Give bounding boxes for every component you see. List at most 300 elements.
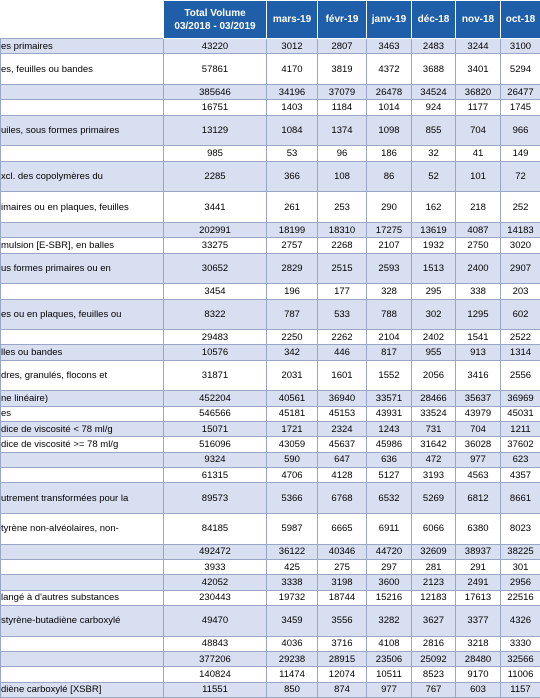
row-month-value: 1552	[367, 360, 412, 391]
row-month-value: 3244	[456, 39, 501, 54]
row-month-value: 4357	[501, 468, 540, 483]
row-month-value: 2956	[501, 575, 540, 590]
row-month-value: 34524	[412, 84, 456, 99]
row-description: mulsion [E-SBR], en balles	[1, 238, 164, 253]
row-month-value: 18744	[318, 590, 367, 605]
row-month-value: 218	[456, 192, 501, 223]
row-month-value: 425	[267, 560, 318, 575]
table-row	[1, 161, 540, 192]
row-month-value: 913	[456, 345, 501, 360]
row-month-value: 26477	[501, 84, 540, 99]
row-month-value: 8523	[412, 667, 456, 682]
row-total-volume: 140824	[164, 667, 267, 682]
row-month-value: 40561	[267, 391, 318, 406]
row-month-value: 3416	[456, 360, 501, 391]
row-description: lles ou bandes	[1, 345, 164, 360]
row-description: styrène-butadiène carboxylé	[1, 606, 164, 637]
row-month-value: 252	[501, 192, 540, 223]
month-header: nov-18	[456, 1, 501, 39]
row-month-value: 1084	[267, 115, 318, 146]
row-month-value: 28480	[456, 651, 501, 666]
row-total-volume: 2285	[164, 161, 267, 192]
row-total-volume: 452204	[164, 391, 267, 406]
month-header: janv-19	[367, 1, 412, 39]
table-row	[1, 422, 540, 437]
row-month-value: 3377	[456, 606, 501, 637]
row-month-value: 4372	[367, 54, 412, 85]
row-description: dice de viscosité >= 78 ml/g	[1, 437, 164, 452]
row-month-value: 302	[412, 299, 456, 330]
row-month-value: 2556	[501, 360, 540, 391]
row-month-value: 338	[456, 284, 501, 299]
row-total-volume: 492472	[164, 544, 267, 559]
row-month-value: 704	[456, 422, 501, 437]
row-month-value: 149	[501, 146, 540, 161]
row-month-value: 43059	[267, 437, 318, 452]
row-month-value: 2807	[318, 39, 367, 54]
row-month-value: 1932	[412, 238, 456, 253]
table-row	[1, 452, 540, 467]
row-month-value: 31642	[412, 437, 456, 452]
row-month-value: 12074	[318, 667, 367, 682]
row-month-value: 1513	[412, 253, 456, 284]
row-month-value: 6066	[412, 514, 456, 545]
row-month-value: 446	[318, 345, 367, 360]
row-month-value: 5127	[367, 468, 412, 483]
table-row	[1, 590, 540, 605]
row-month-value: 328	[367, 284, 412, 299]
row-description	[1, 284, 164, 299]
row-month-value: 36940	[318, 391, 367, 406]
row-month-value: 2123	[412, 575, 456, 590]
row-total-volume: 43220	[164, 39, 267, 54]
row-month-value: 817	[367, 345, 412, 360]
row-month-value: 4706	[267, 468, 318, 483]
row-month-value: 4563	[456, 468, 501, 483]
row-month-value: 2324	[318, 422, 367, 437]
table-body	[1, 39, 540, 698]
row-month-value: 52	[412, 161, 456, 192]
table-row	[1, 406, 540, 421]
row-total-volume: 516096	[164, 437, 267, 452]
row-month-value: 43979	[456, 406, 501, 421]
row-month-value: 1314	[501, 345, 540, 360]
row-month-value: 1374	[318, 115, 367, 146]
row-month-value: 2750	[456, 238, 501, 253]
row-description	[1, 146, 164, 161]
row-month-value: 6380	[456, 514, 501, 545]
row-month-value: 977	[367, 682, 412, 697]
row-month-value: 1184	[318, 100, 367, 115]
row-month-value: 788	[367, 299, 412, 330]
row-month-value: 1721	[267, 422, 318, 437]
row-month-value: 977	[456, 452, 501, 467]
row-month-value: 2483	[412, 39, 456, 54]
row-month-value: 34196	[267, 84, 318, 99]
row-month-value: 11474	[267, 667, 318, 682]
row-month-value: 38937	[456, 544, 501, 559]
row-month-value: 3020	[501, 238, 540, 253]
row-month-value: 41	[456, 146, 501, 161]
row-month-value: 955	[412, 345, 456, 360]
row-month-value: 162	[412, 192, 456, 223]
table-row	[1, 360, 540, 391]
row-month-value: 53	[267, 146, 318, 161]
row-month-value: 108	[318, 161, 367, 192]
row-month-value: 3688	[412, 54, 456, 85]
row-month-value: 3819	[318, 54, 367, 85]
row-total-volume: 15071	[164, 422, 267, 437]
row-description	[1, 222, 164, 237]
table-row	[1, 115, 540, 146]
table-header	[1, 1, 540, 39]
row-month-value: 37079	[318, 84, 367, 99]
row-total-volume: 33275	[164, 238, 267, 253]
row-description	[1, 667, 164, 682]
row-month-value: 196	[267, 284, 318, 299]
row-month-value: 37602	[501, 437, 540, 452]
row-month-value: 6532	[367, 483, 412, 514]
row-total-volume: 13129	[164, 115, 267, 146]
row-month-value: 2816	[412, 636, 456, 651]
row-month-value: 295	[412, 284, 456, 299]
row-month-value: 1098	[367, 115, 412, 146]
row-month-value: 1177	[456, 100, 501, 115]
row-month-value: 472	[412, 452, 456, 467]
row-month-value: 4128	[318, 468, 367, 483]
row-month-value: 704	[456, 115, 501, 146]
table-row	[1, 391, 540, 406]
row-month-value: 1014	[367, 100, 412, 115]
row-month-value: 6768	[318, 483, 367, 514]
row-description	[1, 84, 164, 99]
table-row	[1, 651, 540, 666]
row-month-value: 1295	[456, 299, 501, 330]
row-description: langé à d'autres substances	[1, 590, 164, 605]
row-month-value: 101	[456, 161, 501, 192]
row-month-value: 11006	[501, 667, 540, 682]
month-header: févr-19	[318, 1, 367, 39]
total-volume-header	[164, 1, 267, 39]
row-month-value: 4326	[501, 606, 540, 637]
row-month-value: 1403	[267, 100, 318, 115]
row-description: utrement transformées pour la	[1, 483, 164, 514]
row-month-value: 290	[367, 192, 412, 223]
row-month-value: 96	[318, 146, 367, 161]
row-month-value: 281	[412, 560, 456, 575]
row-total-volume: 89573	[164, 483, 267, 514]
table-row	[1, 560, 540, 575]
table-row	[1, 606, 540, 637]
row-month-value: 2031	[267, 360, 318, 391]
row-month-value: 6812	[456, 483, 501, 514]
row-total-volume: 3933	[164, 560, 267, 575]
row-month-value: 3338	[267, 575, 318, 590]
row-month-value: 38225	[501, 544, 540, 559]
row-month-value: 2593	[367, 253, 412, 284]
row-month-value: 45986	[367, 437, 412, 452]
row-month-value: 924	[412, 100, 456, 115]
row-total-volume: 9324	[164, 452, 267, 467]
row-month-value: 15216	[367, 590, 412, 605]
row-month-value: 3218	[456, 636, 501, 651]
row-month-value: 5269	[412, 483, 456, 514]
row-month-value: 3600	[367, 575, 412, 590]
row-total-volume: 57861	[164, 54, 267, 85]
row-description	[1, 636, 164, 651]
row-month-value: 2907	[501, 253, 540, 284]
row-total-volume: 48843	[164, 636, 267, 651]
row-month-value: 22516	[501, 590, 540, 605]
row-description: uiles, sous formes primaires	[1, 115, 164, 146]
row-month-value: 855	[412, 115, 456, 146]
row-month-value: 2262	[318, 330, 367, 345]
row-month-value: 1745	[501, 100, 540, 115]
row-month-value: 6911	[367, 514, 412, 545]
row-total-volume: 3441	[164, 192, 267, 223]
row-month-value: 3463	[367, 39, 412, 54]
row-month-value: 28915	[318, 651, 367, 666]
row-description: es ou en plaques, feuilles ou	[1, 299, 164, 330]
row-month-value: 966	[501, 115, 540, 146]
row-month-value: 17613	[456, 590, 501, 605]
row-total-volume: 202991	[164, 222, 267, 237]
row-month-value: 29238	[267, 651, 318, 666]
row-month-value: 45153	[318, 406, 367, 421]
row-month-value: 86	[367, 161, 412, 192]
table-row	[1, 667, 540, 682]
table-row	[1, 468, 540, 483]
table-row	[1, 192, 540, 223]
description-header	[1, 1, 164, 39]
row-month-value: 26478	[367, 84, 412, 99]
row-month-value: 767	[412, 682, 456, 697]
row-description: tyrène non-alvéolaires, non-	[1, 514, 164, 545]
row-month-value: 3459	[267, 606, 318, 637]
row-description: es, feuilles ou bandes	[1, 54, 164, 85]
row-month-value: 301	[501, 560, 540, 575]
table-row	[1, 284, 540, 299]
table-row	[1, 253, 540, 284]
row-month-value: 2400	[456, 253, 501, 284]
row-month-value: 203	[501, 284, 540, 299]
row-month-value: 2522	[501, 330, 540, 345]
row-total-volume: 377206	[164, 651, 267, 666]
row-month-value: 275	[318, 560, 367, 575]
row-month-value: 1601	[318, 360, 367, 391]
row-month-value: 623	[501, 452, 540, 467]
row-month-value: 45637	[318, 437, 367, 452]
row-total-volume: 546566	[164, 406, 267, 421]
row-month-value: 14183	[501, 222, 540, 237]
row-description	[1, 544, 164, 559]
row-description	[1, 330, 164, 345]
table-row	[1, 39, 540, 54]
row-description: es	[1, 406, 164, 421]
row-total-volume: 10576	[164, 345, 267, 360]
month-header: déc-18	[412, 1, 456, 39]
row-month-value: 2268	[318, 238, 367, 253]
row-total-volume: 385646	[164, 84, 267, 99]
row-month-value: 5366	[267, 483, 318, 514]
row-month-value: 45181	[267, 406, 318, 421]
row-month-value: 5987	[267, 514, 318, 545]
row-description: ne linéaire)	[1, 391, 164, 406]
row-month-value: 647	[318, 452, 367, 467]
row-month-value: 72	[501, 161, 540, 192]
row-month-value: 17275	[367, 222, 412, 237]
row-month-value: 636	[367, 452, 412, 467]
table-row	[1, 330, 540, 345]
total-volume-period: 03/2018 - 03/2019	[164, 20, 266, 33]
table-row	[1, 299, 540, 330]
row-month-value: 2056	[412, 360, 456, 391]
row-month-value: 2515	[318, 253, 367, 284]
row-month-value: 261	[267, 192, 318, 223]
row-month-value: 2491	[456, 575, 501, 590]
row-description	[1, 468, 164, 483]
table-row	[1, 238, 540, 253]
row-month-value: 186	[367, 146, 412, 161]
row-month-value: 2250	[267, 330, 318, 345]
row-month-value: 2402	[412, 330, 456, 345]
row-month-value: 3193	[412, 468, 456, 483]
row-total-volume: 230443	[164, 590, 267, 605]
row-month-value: 1211	[501, 422, 540, 437]
row-month-value: 850	[267, 682, 318, 697]
row-description: diène carboxylé [XSBR]	[1, 682, 164, 697]
row-month-value: 45031	[501, 406, 540, 421]
row-total-volume: 42052	[164, 575, 267, 590]
row-month-value: 33524	[412, 406, 456, 421]
row-month-value: 3716	[318, 636, 367, 651]
row-month-value: 2757	[267, 238, 318, 253]
row-month-value: 32	[412, 146, 456, 161]
row-month-value: 19732	[267, 590, 318, 605]
row-month-value: 4036	[267, 636, 318, 651]
row-month-value: 23506	[367, 651, 412, 666]
table-row	[1, 544, 540, 559]
row-month-value: 2829	[267, 253, 318, 284]
row-month-value: 18310	[318, 222, 367, 237]
row-month-value: 32566	[501, 651, 540, 666]
table-row	[1, 575, 540, 590]
row-total-volume: 29483	[164, 330, 267, 345]
row-month-value: 3282	[367, 606, 412, 637]
row-total-volume: 31871	[164, 360, 267, 391]
row-month-value: 40346	[318, 544, 367, 559]
row-description: xcl. des copolymères du	[1, 161, 164, 192]
row-month-value: 10511	[367, 667, 412, 682]
row-month-value: 6665	[318, 514, 367, 545]
table-row	[1, 100, 540, 115]
row-month-value: 2104	[367, 330, 412, 345]
row-month-value: 35637	[456, 391, 501, 406]
row-description: us formes primaires ou en	[1, 253, 164, 284]
row-description	[1, 651, 164, 666]
row-description: imaires ou en plaques, feuilles	[1, 192, 164, 223]
row-month-value: 291	[456, 560, 501, 575]
row-month-value: 3330	[501, 636, 540, 651]
table-row	[1, 483, 540, 514]
row-total-volume: 16751	[164, 100, 267, 115]
row-total-volume: 8322	[164, 299, 267, 330]
row-total-volume: 61315	[164, 468, 267, 483]
table-row	[1, 146, 540, 161]
row-month-value: 44720	[367, 544, 412, 559]
row-month-value: 787	[267, 299, 318, 330]
row-month-value: 8661	[501, 483, 540, 514]
row-month-value: 9170	[456, 667, 501, 682]
row-month-value: 2107	[367, 238, 412, 253]
table-row	[1, 682, 540, 697]
row-month-value: 366	[267, 161, 318, 192]
row-month-value: 13619	[412, 222, 456, 237]
row-month-value: 1541	[456, 330, 501, 345]
row-total-volume: 3454	[164, 284, 267, 299]
row-month-value: 590	[267, 452, 318, 467]
row-month-value: 25092	[412, 651, 456, 666]
row-month-value: 36969	[501, 391, 540, 406]
row-total-volume: 985	[164, 146, 267, 161]
row-total-volume: 49470	[164, 606, 267, 637]
row-description	[1, 452, 164, 467]
row-month-value: 177	[318, 284, 367, 299]
month-header: mars-19	[267, 1, 318, 39]
row-month-value: 33571	[367, 391, 412, 406]
row-month-value: 731	[412, 422, 456, 437]
row-month-value: 32609	[412, 544, 456, 559]
table-row	[1, 636, 540, 651]
row-month-value: 36028	[456, 437, 501, 452]
row-month-value: 3627	[412, 606, 456, 637]
row-description	[1, 100, 164, 115]
row-month-value: 602	[501, 299, 540, 330]
row-month-value: 4108	[367, 636, 412, 651]
row-month-value: 603	[456, 682, 501, 697]
table-row	[1, 84, 540, 99]
row-total-volume: 84185	[164, 514, 267, 545]
row-month-value: 533	[318, 299, 367, 330]
row-month-value: 342	[267, 345, 318, 360]
row-month-value: 36820	[456, 84, 501, 99]
row-month-value: 3556	[318, 606, 367, 637]
row-month-value: 874	[318, 682, 367, 697]
row-month-value: 12183	[412, 590, 456, 605]
row-total-volume: 11551	[164, 682, 267, 697]
row-month-value: 3198	[318, 575, 367, 590]
row-description: dice de viscosité < 78 ml/g	[1, 422, 164, 437]
row-month-value: 253	[318, 192, 367, 223]
row-month-value: 3401	[456, 54, 501, 85]
row-month-value: 4087	[456, 222, 501, 237]
row-month-value: 18199	[267, 222, 318, 237]
row-month-value: 3012	[267, 39, 318, 54]
row-month-value: 1157	[501, 682, 540, 697]
row-description: dres, granulés, flocons et	[1, 360, 164, 391]
row-month-value: 8023	[501, 514, 540, 545]
table-row	[1, 54, 540, 85]
row-month-value: 28466	[412, 391, 456, 406]
row-month-value: 43931	[367, 406, 412, 421]
row-total-volume: 30652	[164, 253, 267, 284]
table-row	[1, 345, 540, 360]
row-month-value: 36122	[267, 544, 318, 559]
row-month-value: 3100	[501, 39, 540, 54]
row-description	[1, 575, 164, 590]
row-month-value: 1243	[367, 422, 412, 437]
row-description	[1, 560, 164, 575]
